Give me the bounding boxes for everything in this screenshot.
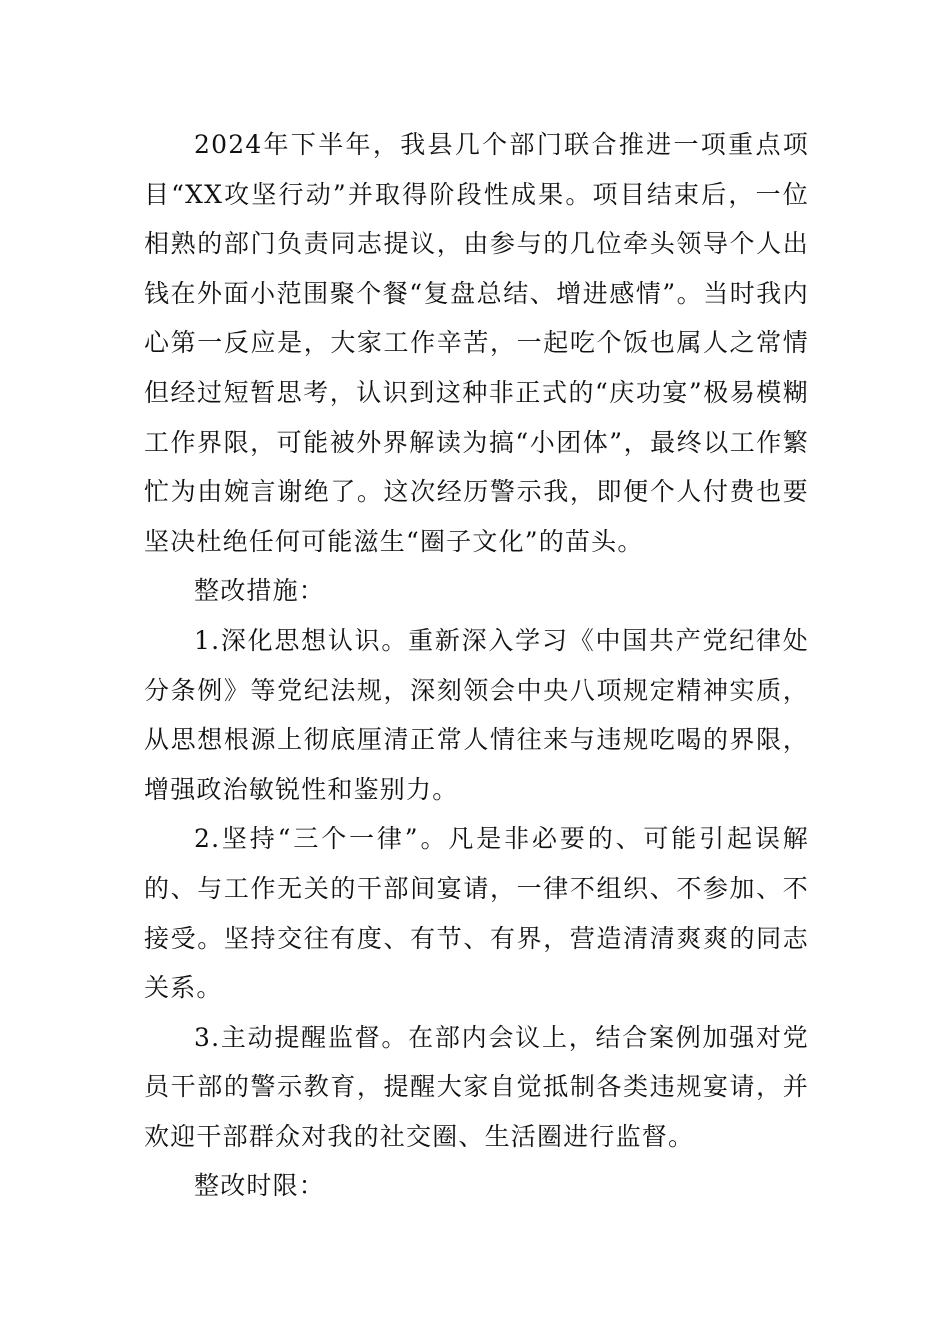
paragraph-incident: 2024年下半年，我县几个部门联合推进一项重点项目“XX攻坚行动”并取得阶段性成果。项目结束后，一位相熟的部门负责同志提议，由参与的几位牵头领导个人出钱在外面小范围聚个餐“复盘总结、增进感情”。当时我内心第一反应是，大家工作辛苦，一起吃个饭也属人之常情但经过短暂思考，认识到这种非正式的“庆功宴”极易模糊工作界限，可能被外界解读为搞“小团体”，最终以工作繁忙为由婉言谢绝了。这次经历警示我，即便个人付费也要坚决杜绝任何可能滋生“圈子文化”的苗头。 [144,130,809,556]
paragraph-measure-2: 2.坚持“三个一律”。凡是非必要的、可能引起误解的、与工作无关的干部间宴请，一律不组织、不参加、不接受。坚持交往有度、有节、有界，营造清清爽爽的同志关系。 [144,824,809,1003]
paragraph-measure-1: 1.深化思想认识。重新深入学习《中国共产党纪律处分条例》等党纪法规，深刻领会中央八项规定精神实质，从思想根源上彻底厘清正常人情往来与违规吃喝的界限，增强政治敏锐性和鉴别力。 [144,625,809,804]
paragraph-measure-3: 3.主动提醒监督。在部内会议上，结合案例加强对党员干部的警示教育，提醒大家自觉抵制各类违规宴请，并欢迎干部群众对我的社交圈、生活圈进行监督。 [144,1022,809,1151]
document-body [144,120,809,1211]
heading-rectification-deadline: 整改时限： [194,1171,326,1201]
heading-rectification-measures: 整改措施： [194,576,326,606]
